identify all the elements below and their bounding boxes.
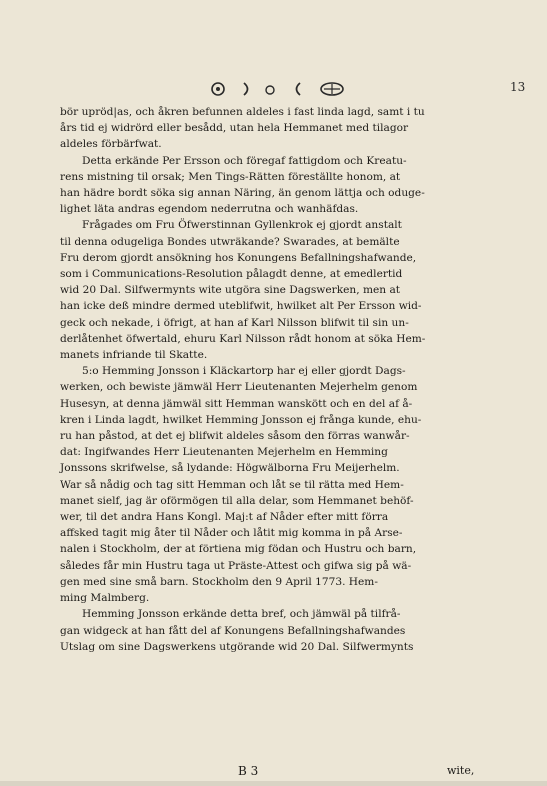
text-line: som i Communications-Resolution pålagdt denne, at emedlertid (60, 268, 403, 281)
text-line: aldeles förbärfwat. (60, 138, 162, 151)
text-line: Husesyn, at denna jämwäl sitt Hemman wanskött och en del af å- (60, 397, 413, 410)
text-line: til denna odugeliga Bondes utwräkande? Swarades, at bemälte (60, 235, 400, 248)
text-line: dat: Ingifwandes Herr Lieutenanten Mejerhelm en Hemming (60, 446, 388, 459)
text-line: wer, til det andra Hans Kongl. Maj:t af Nåder efter mitt förra (60, 511, 389, 524)
text-line: wid 20 Dal. Silfwermynts wite utgöra sine Dagswerken, men at (60, 284, 401, 297)
text-line: ming Malmberg. (60, 592, 150, 605)
catchword: wite, (447, 764, 475, 777)
text-line: kren i Linda lagdt, hwilket Hemming Jonsson ej frånga kunde, ehu- (60, 413, 422, 426)
page-footer (0, 764, 547, 786)
text-line: rens mistning til orsak; Men Tings-Rätten föreställte honom, at (60, 170, 401, 183)
text-line: han icke deß mindre dermed uteblifwit, hwilket alt Per Ersson wid- (60, 300, 422, 313)
text-line: Hemming Jonsson erkände detta bref, och jämwäl på tilfrå- (82, 608, 401, 621)
text-line: affsked tagit mig åter til Nåder och låtit mig komma in på Arse- (60, 527, 403, 540)
text-line: War så nådig och tag sitt Hemman och låt se til rätta med Hem- (60, 478, 404, 491)
signature-mark: B 3 (238, 764, 259, 778)
text-line: således får min Hustru taga ut Präste-Attest och gifwa sig på wä- (60, 559, 412, 572)
text-line: Detta erkände Per Ersson och föregaf fattigdom och Kreatu- (82, 154, 407, 167)
text-line: Jonssons skrifwelse, så lydande: Högwälborna Fru Meijerhelm. (60, 462, 400, 475)
text-line: Fru derom gjordt ansökning hos Konungens Befallningshafwande, (60, 251, 417, 264)
text-line: 5:o Hemming Jonsson i Kläckartorp har ej eller gjordt Dags- (82, 365, 406, 378)
text-line: geck och nekade, i öfrigt, at han af Karl Nilsson blifwit til sin un- (60, 316, 409, 329)
text-line: lighet läta andras egendom nederrutna och wanhäfdas. (60, 203, 359, 216)
text-line: gen med sine små barn. Stockholm den 9 April 1773. Hem- (60, 575, 378, 588)
text-line: års tid ej widrörd eller besådd, utan hela Hemmanet med tilagor (60, 122, 409, 135)
text-line: Utslag om sine Dagswerkens utgörande wid 20 Dal. Silfwermynts (60, 640, 414, 653)
text-line: derlåtenhet öfwertald, ehuru Karl Nilsson rådt honom at söka Hem- (60, 332, 426, 345)
page-header (0, 78, 547, 100)
text-line: gan widgeck at han fått del af Konungens Befallningshafwandes (60, 624, 406, 637)
text-line: werken, och bewiste jämwäl Herr Lieutenanten Mejerhelm genom (60, 381, 418, 394)
page-number: 13 (510, 80, 526, 94)
text-line: nalen i Stockholm, der at förtiena mig födan och Hustru och barn, (60, 543, 417, 556)
text-line: manet sielf, jag är oförmögen til alla delar, som Hemmanet behöf- (60, 494, 414, 507)
text-line: ru han påstod, at det ej blifwit aldeles såsom den förras wanwår- (60, 430, 410, 443)
body-text (60, 104, 490, 655)
text-line: Frågades om Fru Öfwerstinnan Gyllenkrok ej gjordt anstalt (82, 219, 402, 232)
text-line: han hädre bordt söka sig annan Näring, än genom lättja och oduge- (60, 187, 425, 200)
header-ornament-icon (208, 78, 358, 100)
text-line: manets infriande til Skatte. (60, 349, 208, 362)
text-line: bör upröd|as, och åkren befunnen aldeles i fast linda lagd, samt i tu (60, 106, 425, 118)
